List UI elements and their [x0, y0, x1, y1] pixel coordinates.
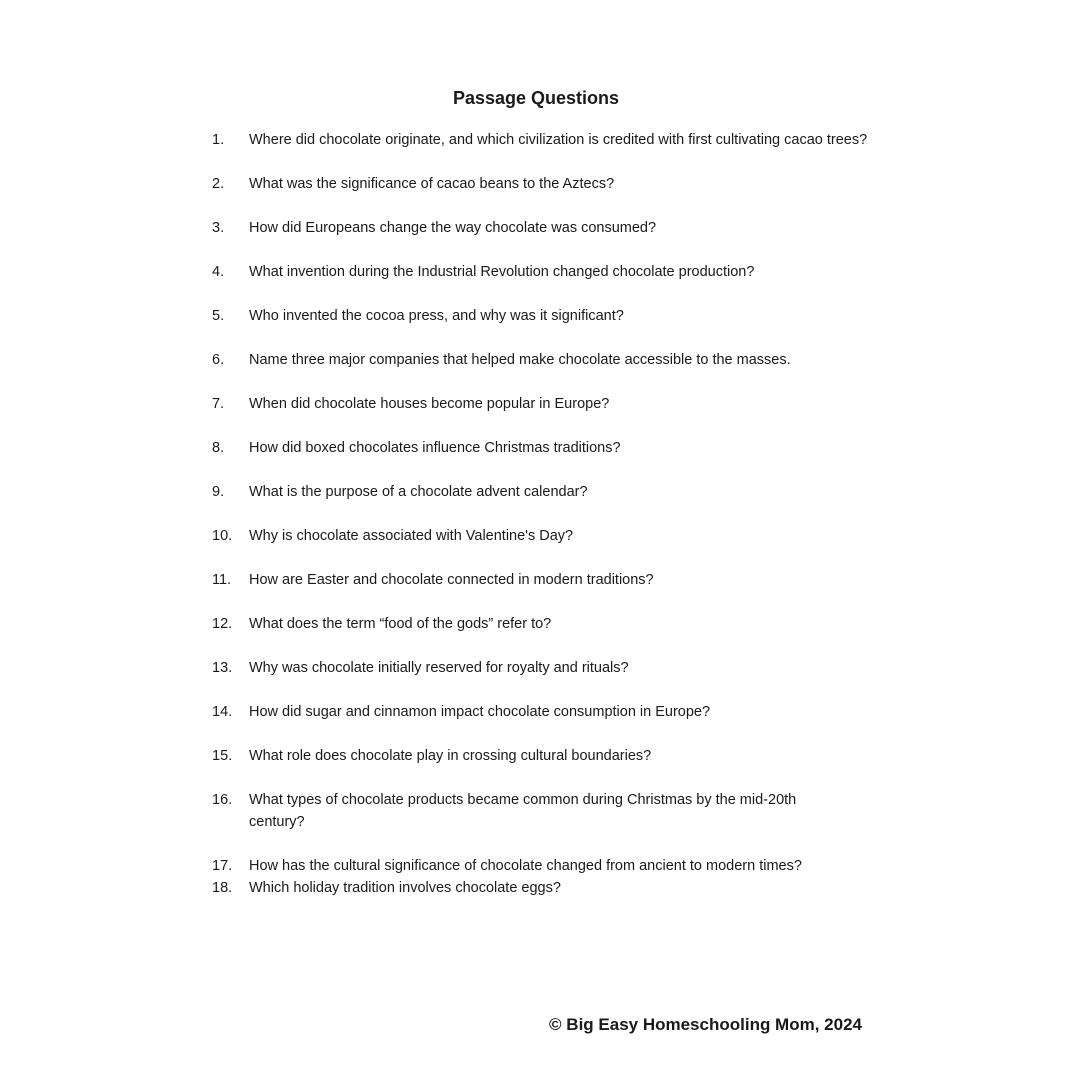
question-number: 9. — [212, 484, 225, 500]
question-number: 8. — [212, 440, 225, 456]
question-item — [212, 877, 872, 899]
question-number: 6. — [212, 352, 225, 368]
question-item — [212, 855, 872, 877]
question-number: 3. — [212, 220, 225, 236]
copyright-notice: © Big Easy Homeschooling Mom, 2024 — [549, 1015, 862, 1034]
question-number: 16. — [212, 792, 233, 808]
question-number: 18. — [212, 880, 233, 896]
question-item — [212, 481, 872, 503]
question-text: Who invented the cocoa press, and why was it significant? — [249, 308, 624, 324]
question-item — [212, 305, 872, 327]
question-number: 11. — [212, 572, 232, 588]
question-text: Why is chocolate associated with Valentine's Day? — [249, 528, 574, 544]
question-number: 17. — [212, 858, 233, 874]
question-text: Where did chocolate originate, and which civilization is credited with first cultivating cacao trees? — [249, 132, 868, 148]
question-number: 14. — [212, 704, 233, 720]
question-text: What role does chocolate play in crossing cultural boundaries? — [249, 748, 652, 764]
question-text: How did sugar and cinnamon impact chocolate consumption in Europe? — [249, 704, 711, 720]
question-text: How did boxed chocolates influence Christmas traditions? — [249, 440, 621, 456]
question-item — [212, 657, 872, 679]
question-item — [212, 349, 872, 371]
question-number: 4. — [212, 264, 225, 280]
question-item — [212, 173, 872, 195]
question-item — [212, 437, 872, 459]
question-number: 13. — [212, 660, 233, 676]
question-item — [212, 745, 872, 767]
question-number: 2. — [212, 176, 225, 192]
question-text: What types of chocolate products became common during Christmas by the mid-20th century? — [249, 792, 797, 830]
question-text: What invention during the Industrial Revolution changed chocolate production? — [249, 264, 755, 280]
question-text: How did Europeans change the way chocolate was consumed? — [249, 220, 657, 236]
question-list — [212, 129, 872, 921]
question-number: 1. — [212, 132, 225, 148]
question-number: 12. — [212, 616, 233, 632]
question-text: How has the cultural significance of chocolate changed from ancient to modern times? — [249, 858, 802, 874]
question-item — [212, 393, 872, 415]
question-text: Name three major companies that helped make chocolate accessible to the masses. — [249, 352, 791, 368]
question-text: Which holiday tradition involves chocolate eggs? — [249, 880, 561, 896]
question-text: Why was chocolate initially reserved for royalty and rituals? — [249, 660, 629, 676]
question-item — [212, 129, 872, 151]
question-text: What does the term “food of the gods” refer to? — [249, 616, 552, 632]
question-item — [212, 701, 872, 723]
question-item — [212, 613, 872, 635]
question-number: 7. — [212, 396, 225, 412]
question-item — [212, 789, 872, 833]
question-text: When did chocolate houses become popular in Europe? — [249, 396, 610, 412]
question-item — [212, 525, 872, 547]
question-text: What was the significance of cacao beans to the Aztecs? — [249, 176, 615, 192]
question-number: 15. — [212, 748, 233, 764]
page-title: Passage Questions — [452, 88, 620, 108]
question-item — [212, 261, 872, 283]
question-item — [212, 217, 872, 239]
question-number: 10. — [212, 528, 233, 544]
question-text: How are Easter and chocolate connected in modern traditions? — [249, 572, 654, 588]
question-text: What is the purpose of a chocolate advent calendar? — [249, 484, 588, 500]
question-item — [212, 569, 872, 591]
question-number: 5. — [212, 308, 225, 324]
